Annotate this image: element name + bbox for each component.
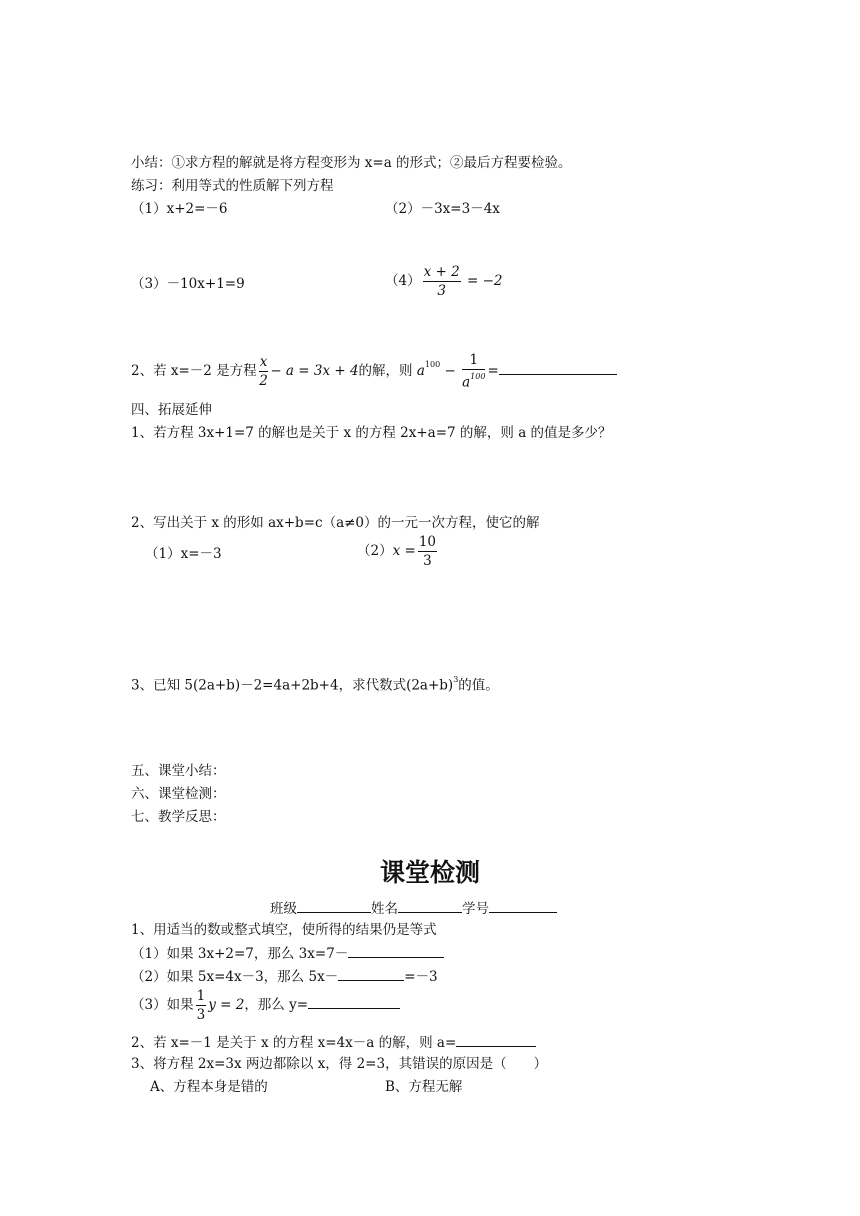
option-b: B、方程无解 bbox=[385, 1079, 463, 1095]
answer-blank[interactable] bbox=[456, 1033, 536, 1047]
section-4-question-2-part-2 bbox=[357, 534, 439, 569]
answer-blank[interactable] bbox=[348, 944, 444, 958]
section-4-question-3 bbox=[131, 673, 499, 695]
question-2-mid: 的解，则 bbox=[358, 362, 413, 379]
question-3-exponent: 3 bbox=[453, 675, 459, 684]
fraction-denominator: 3 bbox=[423, 553, 432, 569]
test-question-3: 3、将方程 2x=3x 两边都除以 x，得 2=3，其错误的原因是（ ） bbox=[131, 1056, 548, 1072]
question-2 bbox=[131, 352, 617, 391]
section-4-question-2-part-1: （1）x=－3 bbox=[145, 546, 222, 562]
test-question-2 bbox=[131, 1033, 536, 1052]
fraction-denominator bbox=[462, 370, 485, 391]
answer-blank[interactable] bbox=[499, 361, 617, 375]
question-2-prefix: 2、若 x=－2 是方程 bbox=[131, 362, 257, 379]
practice-item-4-fraction bbox=[423, 264, 461, 299]
practice-item-3: （3）－10x+1=9 bbox=[131, 276, 245, 292]
practice-heading: 练习：利用等式的性质解下列方程 bbox=[131, 178, 334, 194]
question-3-text: 3、已知 5(2a+b)－2=4a+2b+4，求代数式(2a+b) bbox=[131, 677, 454, 694]
practice-item-2: （2）－3x=3－4x bbox=[385, 201, 500, 217]
power-base: a bbox=[462, 374, 471, 391]
fraction-numerator: 10 bbox=[418, 534, 436, 550]
minus-sign: − bbox=[444, 362, 456, 379]
test-question-1-part-1 bbox=[131, 944, 444, 963]
question-2-tail: = bbox=[487, 362, 499, 379]
section-4-question-2: 2、写出关于 x 的形如 ax+b=c（a≠0）的一元一次方程，使它的解 bbox=[131, 515, 540, 531]
test-question-1: 1、用适当的数或整式填空，使所得的结果仍是等式 bbox=[131, 922, 437, 938]
practice-item-4 bbox=[385, 264, 503, 299]
part-3-equation: y = 2 bbox=[208, 997, 245, 1013]
fraction-numerator: 1 bbox=[196, 988, 206, 1004]
section-6-heading: 六、课堂检测： bbox=[131, 786, 226, 802]
fraction-denominator: 2 bbox=[259, 372, 268, 389]
question-2-equation: − a = 3x + 4 bbox=[270, 362, 359, 379]
question-2-fraction bbox=[259, 354, 269, 389]
test-title: 课堂检测 bbox=[379, 858, 480, 887]
answer-blank[interactable] bbox=[308, 995, 400, 1009]
question-3-tail: 的值。 bbox=[458, 677, 499, 694]
part-2-lhs: x = bbox=[392, 543, 416, 559]
fraction-numerator: x + 2 bbox=[423, 264, 460, 280]
student-info-line bbox=[270, 899, 557, 918]
section-7-heading: 七、教学反思： bbox=[131, 809, 226, 825]
class-label: 班级 bbox=[270, 901, 297, 917]
summary-text: 小结：①求方程的解就是将方程变形为 x=a 的形式；②最后方程要检验。 bbox=[131, 155, 572, 171]
test-question-1-part-3 bbox=[131, 988, 400, 1023]
section-4-question-1: 1、若方程 3x+1=7 的解也是关于 x 的方程 2x+a=7 的解，则 a 的值是多少？ bbox=[131, 425, 612, 441]
name-blank[interactable] bbox=[398, 899, 462, 913]
practice-item-1: （1）x+2=－6 bbox=[131, 201, 228, 217]
fraction-numerator: x bbox=[259, 353, 268, 370]
part-3-text: （3）如果 bbox=[131, 997, 194, 1013]
reciprocal-fraction bbox=[462, 352, 485, 391]
section-5-heading: 五、课堂小结： bbox=[131, 763, 226, 779]
test-question-1-part-2 bbox=[131, 967, 438, 986]
student-id-blank[interactable] bbox=[489, 899, 557, 913]
section-4-heading: 四、拓展延伸 bbox=[131, 402, 212, 418]
power-base: a bbox=[416, 362, 425, 379]
part-2-label: （2） bbox=[357, 543, 393, 559]
answer-blank[interactable] bbox=[338, 967, 404, 981]
class-blank[interactable] bbox=[297, 899, 371, 913]
part-2-fraction bbox=[418, 534, 437, 569]
part-3-tail: ，那么 y= bbox=[244, 997, 309, 1013]
part-2-tail: =－3 bbox=[404, 969, 438, 985]
question-2-text: 2、若 x=－1 是关于 x 的方程 x=4x－a 的解，则 a= bbox=[131, 1035, 457, 1051]
power-exponent: 100 bbox=[470, 372, 486, 381]
power-exponent: 100 bbox=[424, 360, 441, 370]
fraction-numerator: 1 bbox=[462, 352, 485, 370]
name-label: 姓名 bbox=[371, 901, 398, 917]
option-a: A、方程本身是错的 bbox=[150, 1079, 268, 1095]
part-2-text: （2）如果 5x=4x－3，那么 5x－ bbox=[131, 969, 339, 985]
student-id-label: 学号 bbox=[462, 901, 489, 917]
fraction-denominator: 3 bbox=[437, 283, 446, 299]
practice-item-4-rhs: = −2 bbox=[467, 273, 503, 289]
practice-item-4-label: （4） bbox=[385, 273, 421, 289]
fraction-denominator: 3 bbox=[196, 1007, 206, 1023]
part-1-text: （1）如果 3x+2=7，那么 3x=7－ bbox=[131, 946, 349, 962]
part-3-fraction bbox=[196, 988, 207, 1023]
